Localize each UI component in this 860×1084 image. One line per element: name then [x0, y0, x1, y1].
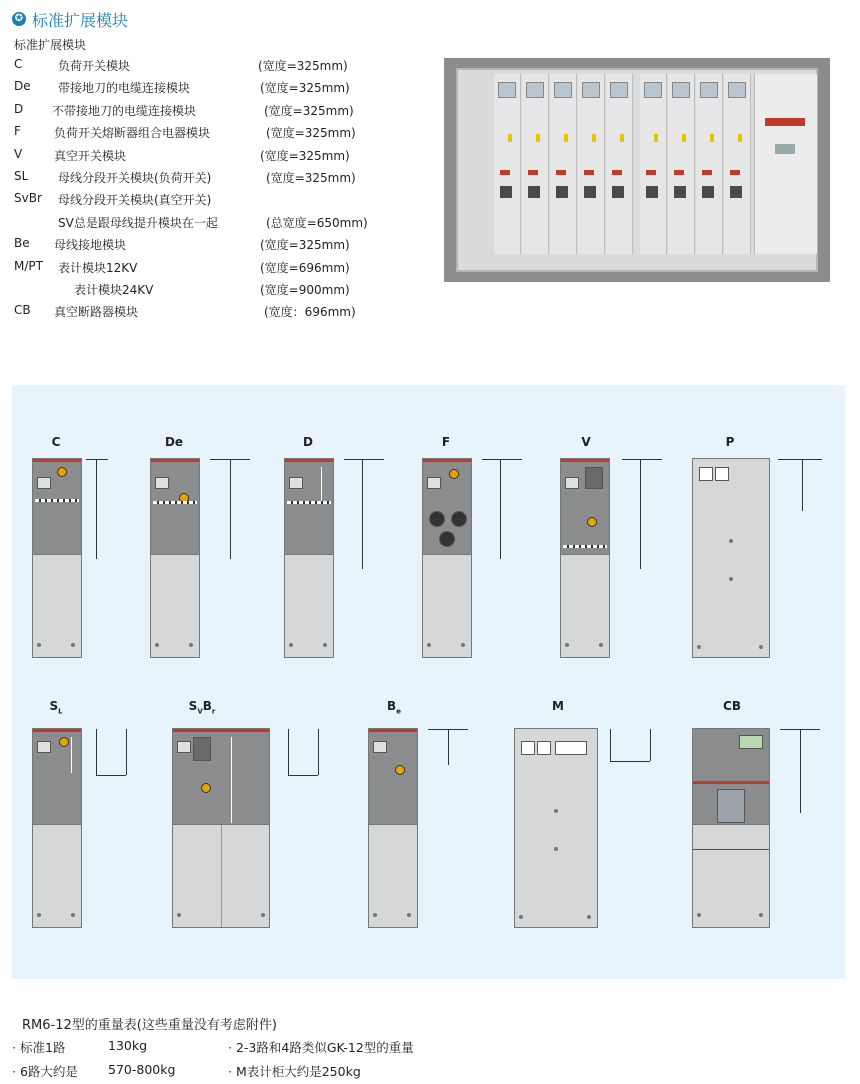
photo-unit	[550, 74, 577, 254]
module-row	[14, 303, 434, 325]
sl-line-bottom	[96, 775, 126, 776]
module-row	[14, 79, 434, 101]
module-code: SL	[14, 168, 29, 183]
de-feeder-line	[230, 459, 231, 559]
module-width: (宽度=325mm)	[266, 170, 356, 185]
module-code: D	[14, 101, 24, 116]
module-width: (宽度=325mm)	[260, 238, 350, 253]
module-name: 负荷开关熔断器组合电器模块	[54, 126, 211, 141]
cabinet-f-lower	[422, 554, 472, 658]
cabinet-svbr-lower	[172, 824, 270, 928]
cabinet-f-upper	[422, 458, 472, 556]
p-feeder-line	[802, 459, 803, 511]
weight-title: RM6-12型的重量表(这些重量没有考虑附件)	[22, 1018, 277, 1033]
cabinet-de-upper	[150, 458, 200, 556]
label-svbr: $S_VB_r$	[188, 699, 216, 716]
subheading: 标准扩展模块	[14, 38, 87, 52]
section-header	[12, 8, 128, 30]
module-row	[14, 214, 434, 236]
m-line-right	[650, 729, 651, 761]
f-busbar	[482, 459, 522, 460]
be-feeder-line	[448, 729, 449, 765]
photo-unit	[668, 74, 695, 254]
cabinet-d-lower	[284, 554, 334, 658]
cabinet-be-lower	[368, 824, 418, 928]
m-line-bottom	[610, 761, 650, 762]
weight-row-value: 570-800kg	[108, 1062, 176, 1077]
f-feeder-line	[500, 459, 501, 559]
module-name: 母线分段开关模块(负荷开关)	[58, 170, 212, 185]
c-feeder-line	[96, 459, 97, 559]
weight-row-label: · M表计柜大约是250kg	[228, 1064, 361, 1079]
photo-unit	[724, 74, 751, 254]
label-sl: $S_L$	[49, 699, 63, 716]
photo-unit	[494, 74, 521, 254]
module-name: 真空开关模块	[54, 148, 127, 163]
weight-row-label: · 标准1路	[12, 1040, 66, 1055]
label-d: D	[303, 435, 313, 449]
label-p: P	[725, 435, 735, 449]
module-code: CB	[14, 303, 31, 318]
module-row	[14, 57, 434, 79]
module-width: (宽度=325mm)	[264, 103, 354, 118]
module-row	[14, 147, 434, 169]
sl-line-right	[126, 729, 127, 775]
cabinet-de-lower	[150, 554, 200, 658]
cb-feeder-line	[800, 729, 801, 813]
module-code: F	[14, 124, 21, 139]
weight-row-label: · 6路大约是	[12, 1064, 78, 1079]
label-de: De	[164, 435, 184, 449]
photo-unit	[522, 74, 549, 254]
photo-unit	[696, 74, 723, 254]
c-busbar	[86, 459, 108, 460]
cabinet-cb-upper	[692, 728, 770, 826]
weight-row-label: · 2-3路和4路类似GK-12型的重量	[228, 1040, 414, 1055]
star-icon: ✪	[12, 12, 26, 26]
d-feeder-line	[362, 459, 363, 569]
svbr-line-bottom	[288, 775, 318, 776]
module-row	[14, 191, 434, 213]
cabinet-sl-lower	[32, 824, 82, 928]
module-name: 表计模块24KV	[74, 282, 154, 297]
module-code: SvBr	[14, 191, 42, 206]
module-row	[14, 124, 434, 146]
module-code: V	[14, 146, 23, 161]
module-name: SV总是跟母线提升模块在一起	[58, 215, 218, 230]
label-f: F	[441, 435, 451, 449]
m-line-left	[610, 729, 611, 761]
module-width: (宽度：696mm)	[264, 305, 356, 320]
svbr-line-right	[318, 729, 319, 775]
module-row	[14, 259, 434, 281]
sl-line-left	[96, 729, 97, 775]
module-code: M/PT	[14, 258, 43, 273]
module-code: Be	[14, 236, 30, 251]
module-name: 真空断路器模块	[54, 305, 139, 320]
v-feeder-line	[640, 459, 641, 569]
photo-unit	[606, 74, 633, 254]
svbr-line-left	[288, 729, 289, 775]
module-width: (宽度=325mm)	[258, 59, 348, 73]
cabinet-cb-lower	[692, 824, 770, 928]
label-v: V	[581, 435, 591, 449]
cabinet-v-upper	[560, 458, 610, 556]
p-busbar	[778, 459, 822, 460]
module-row	[14, 102, 434, 124]
cabinet-p	[692, 458, 770, 658]
module-name: 母线分段开关模块(真空开关)	[58, 193, 212, 208]
label-be: $B_e$	[387, 699, 401, 716]
module-list	[14, 57, 434, 326]
d-busbar	[344, 459, 384, 460]
module-name: 表计模块12KV	[58, 260, 138, 275]
module-row	[14, 236, 434, 258]
v-busbar	[622, 459, 662, 460]
module-name: 带接地刀的电缆连接模块	[58, 81, 191, 96]
label-c: C	[51, 435, 61, 449]
cabinet-m	[514, 728, 598, 928]
module-row	[14, 169, 434, 191]
weight-row-value: 130kg	[108, 1038, 148, 1053]
module-name: 母线接地模块	[54, 238, 127, 253]
photo-cb-unit	[754, 74, 817, 254]
section-title: 标准扩展模块	[32, 10, 129, 30]
cabinet-be-upper	[368, 728, 418, 826]
module-width: (宽度=325mm)	[260, 81, 350, 96]
switchgear-photo	[444, 58, 830, 282]
photo-unit	[578, 74, 605, 254]
cabinet-d-upper	[284, 458, 334, 556]
module-diagram-panel	[12, 385, 845, 979]
photo-unit	[640, 74, 667, 254]
label-cb: CB	[723, 699, 741, 713]
cabinet-c-upper	[32, 458, 82, 556]
module-name: 不带接地刀的电缆连接模块	[52, 103, 197, 118]
module-width: (总宽度=650mm)	[266, 215, 368, 230]
module-width: (宽度=696mm)	[260, 260, 350, 275]
module-width: (宽度=325mm)	[266, 126, 356, 141]
module-width: (宽度=325mm)	[260, 148, 350, 163]
module-code: De	[14, 79, 31, 94]
switchgear-enclosure	[456, 68, 818, 272]
module-code: C	[14, 57, 23, 71]
module-width: (宽度=900mm)	[260, 282, 350, 297]
cabinet-sl-upper	[32, 728, 82, 826]
cabinet-v-lower	[560, 554, 610, 658]
cabinet-svbr-upper	[172, 728, 270, 826]
module-row	[14, 281, 434, 303]
label-m: M	[552, 699, 564, 713]
module-name: 负荷开关模块	[58, 59, 131, 73]
cabinet-c-lower	[32, 554, 82, 658]
